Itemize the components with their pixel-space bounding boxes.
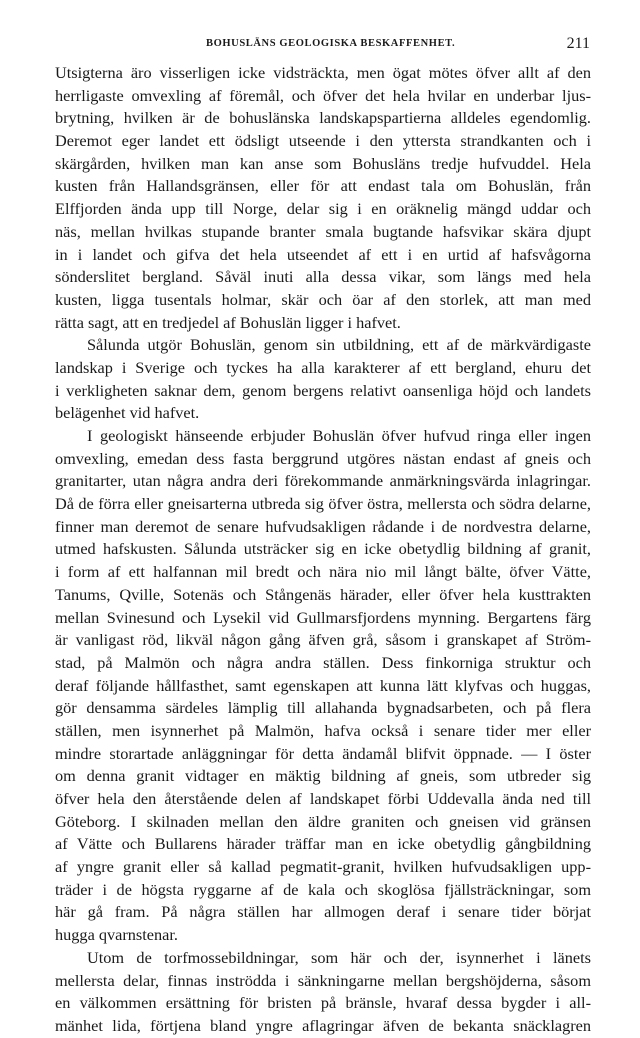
text-line: gör densamma särdeles lämplig till allahanda bygnadsarbeten, och på flera — [55, 698, 591, 718]
text-line: här gå fram. På några ställen har allmogen deraf i senare tider börjat — [55, 902, 591, 922]
text-line: Då de förra eller gneisarterna utbreda sig öfver östra, mellersta och södra delarne, — [55, 494, 591, 514]
text-line: är vanligast röd, likväl någon gång äfven grå, såsom i granskapet af Ström- — [55, 630, 591, 650]
text-line: kusten från Hallandsgränsen, eller för att endast tala om Bohuslän, från — [55, 176, 591, 196]
text-line: om denna granit vidtager en mäktig bildning af gneis, som utbreder sig — [55, 766, 591, 786]
text-line: belägenhet vid hafvet. — [55, 403, 200, 423]
text-line: mindre storartade anläggningar för detta ändamål blifvit öppnade. — I öster — [55, 743, 591, 763]
text-line: finner man deremot de senare hufvudsakligen rådande i de nordvestra delarne, — [55, 516, 591, 536]
text-line: Göteborg. I skilnaden mellan den äldre graniten och gneisen vid gränsen — [55, 811, 591, 831]
text-line: Utsigterna äro visserligen icke vidsträckta, men ögat mötes öfver allt af den — [55, 63, 591, 82]
running-head-title: BOHUSLÄNS GEOLOGISKA BESKAFFENHET. — [206, 38, 456, 49]
text-line: omvexling, emedan dess fasta berggrund utgöres nästan endast af gneis och — [55, 448, 591, 468]
text-line: Deremot eger landet ett ödsligt utseende i den yttersta strandkanten och i — [55, 131, 591, 151]
text-line: utmed hafskusten. Sålunda utsträcker sig en icke obetydlig bildning af granit, — [55, 539, 591, 559]
text-line: af Vätte och Bullarens härader träffar man en icke obetydlig gångbildning — [55, 834, 591, 854]
text-line: Elffjorden ända upp till Norge, delar sig i en oräknelig mängd uddar och — [55, 199, 591, 219]
text-line: näs, mellan hvilkas stupande branter smala bugtande hafsvikar skära djupt — [55, 221, 591, 241]
text-line: mellan Svinesund och Lysekil vid Gullmarsfjordens mynning. Bergartens färg — [55, 607, 591, 627]
text-line: sönderslitet bergland. Såväl inuti alla dessa vikar, som längs med hela — [55, 267, 591, 287]
text-line: Tanums, Qville, Sotenäs och Stångenäs härader, eller öfver hela kusttrakten — [55, 584, 591, 604]
text-line: Sålunda utgör Bohuslän, genom sin utbildning, ett af de märkvärdigaste — [87, 335, 591, 355]
text-line: deraf följande hållfasthet, samt egenskapen att kunna lätt klyfvas och huggas, — [55, 675, 591, 695]
text-line: stad, på Malmön och några andra ställen. Dess finkorniga struktur och — [55, 652, 591, 672]
text-line: i form af ett halfannan mil bredt och nära nio mil långt bälte, öfver Vätte, — [55, 562, 591, 582]
text-line: mänhet lida, förtjena bland yngre aflagringar äfven de bekanta snäcklagren — [55, 1015, 591, 1035]
text-line: granitarter, utan några andra deri förekommande anmärkningsvärda inlagringar. — [55, 471, 591, 491]
text-line: af yngre granit eller så kallad pegmatit-granit, hvilken hufvudsakligen upp- — [55, 857, 591, 877]
text-line: I geologiskt hänseende erbjuder Bohuslän öfver hufvud ringa eller ingen — [87, 426, 591, 445]
text-line: träder i de högsta ryggarne af de kala och skoglösa fjällsträckningar, som — [55, 879, 591, 899]
body-text — [55, 62, 591, 1038]
text-line: landskap i Sverige och tyckes ha alla karakterer af ett bergland, ehuru det — [55, 357, 591, 377]
text-line: rätta sagt, att en tredjedel af Bohuslän ligger i hafvet. — [55, 312, 401, 332]
text-line: Utom de torfmossebildningar, som här och der, isynnerhet i länets — [87, 947, 591, 967]
text-line: hugga qvarnstenar. — [55, 925, 178, 945]
text-line: herrligaste omvexling af föremål, och öfver det hela hvilar en underbar ljus- — [55, 85, 591, 105]
running-head — [56, 35, 590, 54]
text-line: brytning, hvilken är de bohuslänska landskapspartierna alldeles egendomlig. — [55, 108, 591, 128]
text-line: en välkommen ersättning för bristen på bränsle, hvaraf dessa bygder i all- — [55, 993, 591, 1013]
text-line: in i landet och gifva det hela utseendet af ett i en urtid af hafsvågorna — [55, 244, 591, 264]
text-line: öfver hela den återstående delen af landskapet förbi Uddevalla ända ned till — [55, 789, 591, 808]
page-number: 211 — [566, 35, 590, 52]
text-line: i verkligheten saknar dem, genom bergens relativt oansenliga höjd och landets — [55, 380, 591, 400]
text-line: mellersta delar, finnas inströdda i sänkningarne mellan bergshöjderna, såsom — [55, 970, 591, 990]
text-line: skärgården, hvilken man kan anse som Bohusläns tredje hufvuddel. Hela — [55, 153, 591, 173]
text-line: kusten, ligga tusentals holmar, skär och öar af den storlek, att man med — [55, 289, 591, 309]
text-line: ställen, men isynnerhet på Malmön, hafva också i senare tider mer eller — [55, 720, 591, 740]
